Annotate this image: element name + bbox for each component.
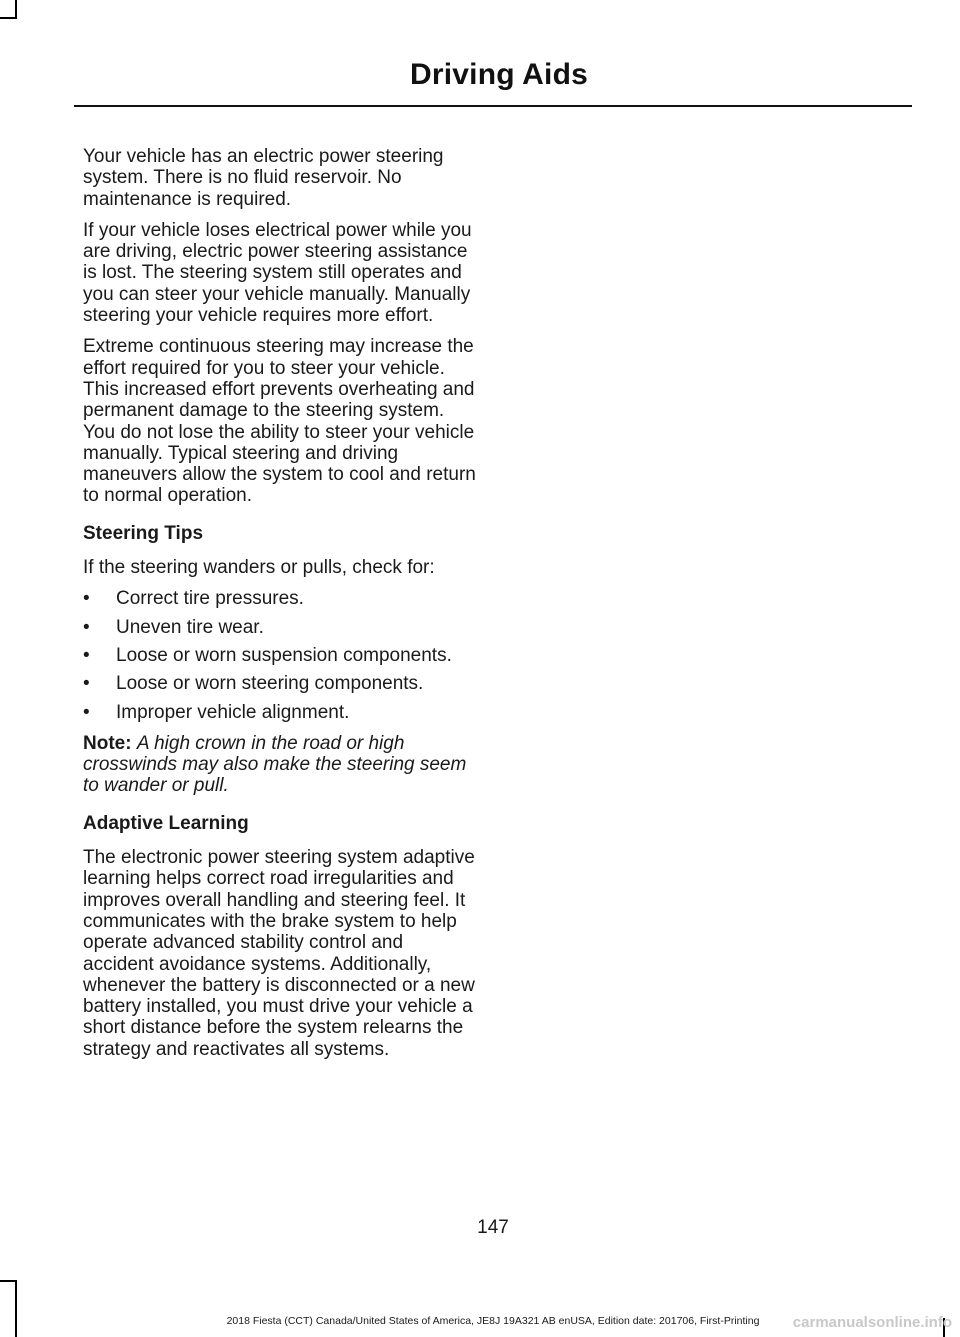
- list-item: [83, 702, 478, 723]
- paragraph-power-loss: If your vehicle loses electrical power while you are driving, electric power steering assistance is lost. The steering system still operates and you can steer your vehicle manually. Manually steering your vehicle requires more effort.: [83, 219, 472, 327]
- bullet-list: [83, 588, 478, 722]
- paragraph-power-steering: Your vehicle has an electric power steering system. There is no fluid reservoir. No maintenance is required.: [83, 146, 444, 210]
- paragraph-check-intro: If the steering wanders or pulls, check for:: [83, 557, 435, 579]
- heading-steering-tips: Steering Tips: [83, 522, 204, 544]
- page-number: 147: [477, 1217, 509, 1238]
- paragraph-continuous-steering: Extreme continuous steering may increase the effort required for you to steer your vehicle. This increased effort prevents overheating and permanent damage to the steering system. You do not lose the ability to steer your vehicle manually. Typical steering and driving maneuvers allow the system to cool and return to normal operation.: [83, 336, 476, 507]
- note-label: Note:: [83, 732, 132, 754]
- crop-mark-bottom-left-h: [0, 1280, 17, 1282]
- footer-edition-info: 2018 Fiesta (CCT) Canada/United States of America, JE8J 19A321 AB enUSA, Edition date: 201706, First-Printing: [226, 1315, 760, 1327]
- page-title: Driving Aids: [410, 58, 588, 91]
- list-item-text: Loose or worn steering components.: [116, 673, 424, 695]
- note-text: A high crown in the road or high crosswinds may also make the steering seem to wander or pull.: [83, 732, 467, 797]
- header-divider: [74, 105, 912, 107]
- bullet-icon: •: [83, 616, 90, 638]
- bullet-icon: •: [83, 644, 90, 666]
- paragraph-adaptive-learning: The electronic power steering system adaptive learning helps correct road irregularities and improves overall handling and steering feel. It communicates with the brake system to help operate advanced stability control and accident avoidance systems. Additionally, whenever the battery is disconnected or a new battery installed, you must drive your vehicle a short distance before the system relearns the strategy and reactivates all systems.: [83, 847, 475, 1060]
- crop-mark-top-left-h: [0, 17, 17, 19]
- list-item: [83, 673, 478, 694]
- bullet-icon: •: [83, 673, 90, 695]
- list-item-text: Uneven tire wear.: [116, 616, 264, 638]
- crop-mark-top-left: [15, 0, 17, 18]
- list-item: [83, 645, 478, 666]
- heading-adaptive-learning: Adaptive Learning: [83, 812, 249, 834]
- watermark: carmanualsonline.info: [792, 1314, 952, 1331]
- list-item-text: Correct tire pressures.: [116, 588, 304, 610]
- crop-mark-bottom-left: [15, 1280, 17, 1337]
- list-item: [83, 617, 478, 638]
- list-item-text: Improper vehicle alignment.: [116, 701, 350, 723]
- list-item-text: Loose or worn suspension components.: [116, 644, 452, 666]
- bullet-icon: •: [83, 588, 90, 610]
- list-item: [83, 588, 478, 609]
- bullet-icon: •: [83, 701, 90, 723]
- main-column: [83, 146, 478, 1070]
- note: [83, 733, 478, 797]
